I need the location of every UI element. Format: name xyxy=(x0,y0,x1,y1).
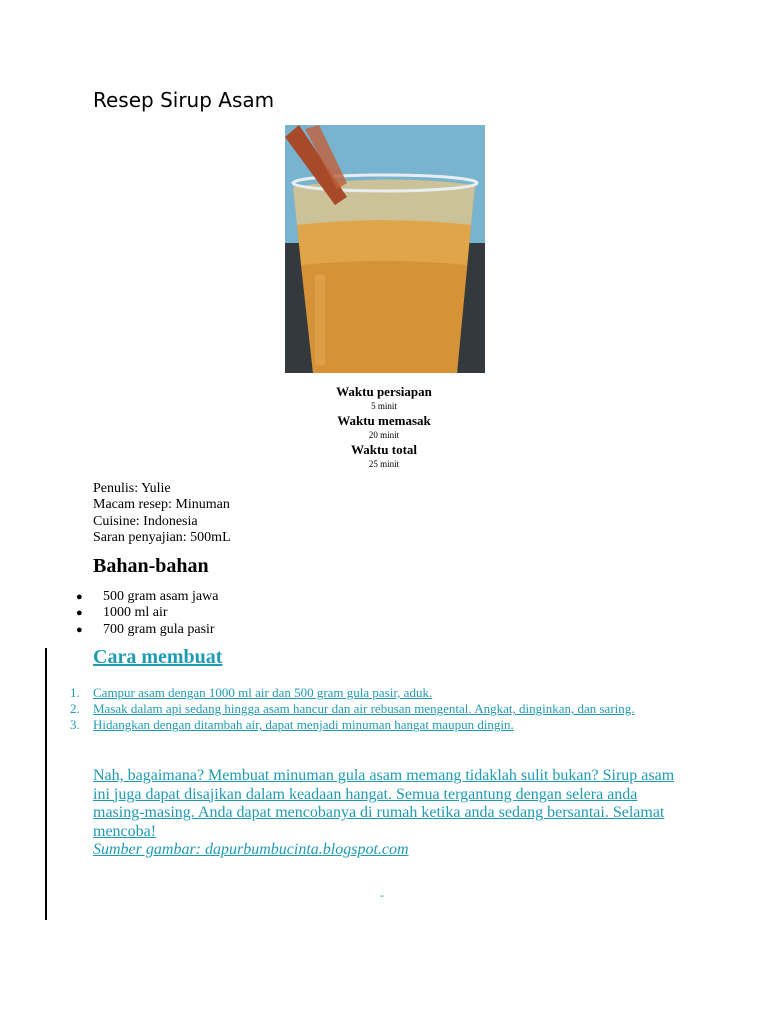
author: Penulis: Yulie xyxy=(93,481,171,496)
bullet-icon: ● xyxy=(76,623,83,636)
recipe-meta xyxy=(93,481,231,546)
cuisine: Cuisine: Indonesia xyxy=(93,513,198,529)
cook-time-label: Waktu memasak xyxy=(337,413,431,428)
ingredients-list xyxy=(76,589,218,638)
time-block xyxy=(284,384,484,471)
footer-dash: - xyxy=(380,888,384,902)
closing-text: Nah, bagaimana? Membuat minuman gula asam memang tidaklah sulit bukan? Sirup asam ini juga dapat disajikan dalam keadaan hangat. Semua tergantung dengan selera anda masing-masing. Anda dapat mencobanya di rumah ketika anda sedang bersantai. Selamat mencoba! xyxy=(93,767,675,840)
list-item: ● 500 gram asam jawa xyxy=(76,589,219,604)
change-bar xyxy=(45,648,47,920)
step-item[interactable]: 1. Campur asam dengan 1000 ml air dan 500 gram gula pasir, aduk. xyxy=(70,685,433,700)
closing-paragraph[interactable] xyxy=(93,767,683,860)
image-source[interactable]: Sumber gambar: dapurbumbucinta.blogspot.com xyxy=(93,841,409,859)
drink-photo xyxy=(285,125,485,373)
list-item: ● 700 gram gula pasir xyxy=(76,621,215,637)
bullet-icon: ● xyxy=(76,591,83,603)
recipe-type: Macam resep: Minuman xyxy=(93,497,230,513)
list-item: ● 1000 ml air xyxy=(76,605,168,621)
bullet-icon: ● xyxy=(76,607,83,620)
total-time-label: Waktu total xyxy=(350,442,418,457)
prep-time-label: Waktu persiapan xyxy=(336,384,432,399)
ingredients-heading: Bahan-bahan xyxy=(93,555,209,577)
method-steps xyxy=(70,685,680,734)
step-item[interactable]: 3. Hidangkan dengan ditambah air, dapat menjadi minuman hangat maupun dingin. xyxy=(70,717,514,733)
cook-time-value: 20 minit xyxy=(368,430,400,440)
serving-size: Saran penyajian: 500mL xyxy=(93,529,231,545)
total-time-value: 25 minit xyxy=(368,459,400,469)
method-heading[interactable]: Cara membuat xyxy=(93,646,223,668)
page-title: Resep Sirup Asam xyxy=(93,88,275,112)
step-item[interactable]: 2. Masak dalam api sedang hingga asam hancur dan air rebusan mengental. Angkat, dinginkan, dan saring. xyxy=(70,701,635,717)
prep-time-value: 5 minit xyxy=(371,401,397,411)
